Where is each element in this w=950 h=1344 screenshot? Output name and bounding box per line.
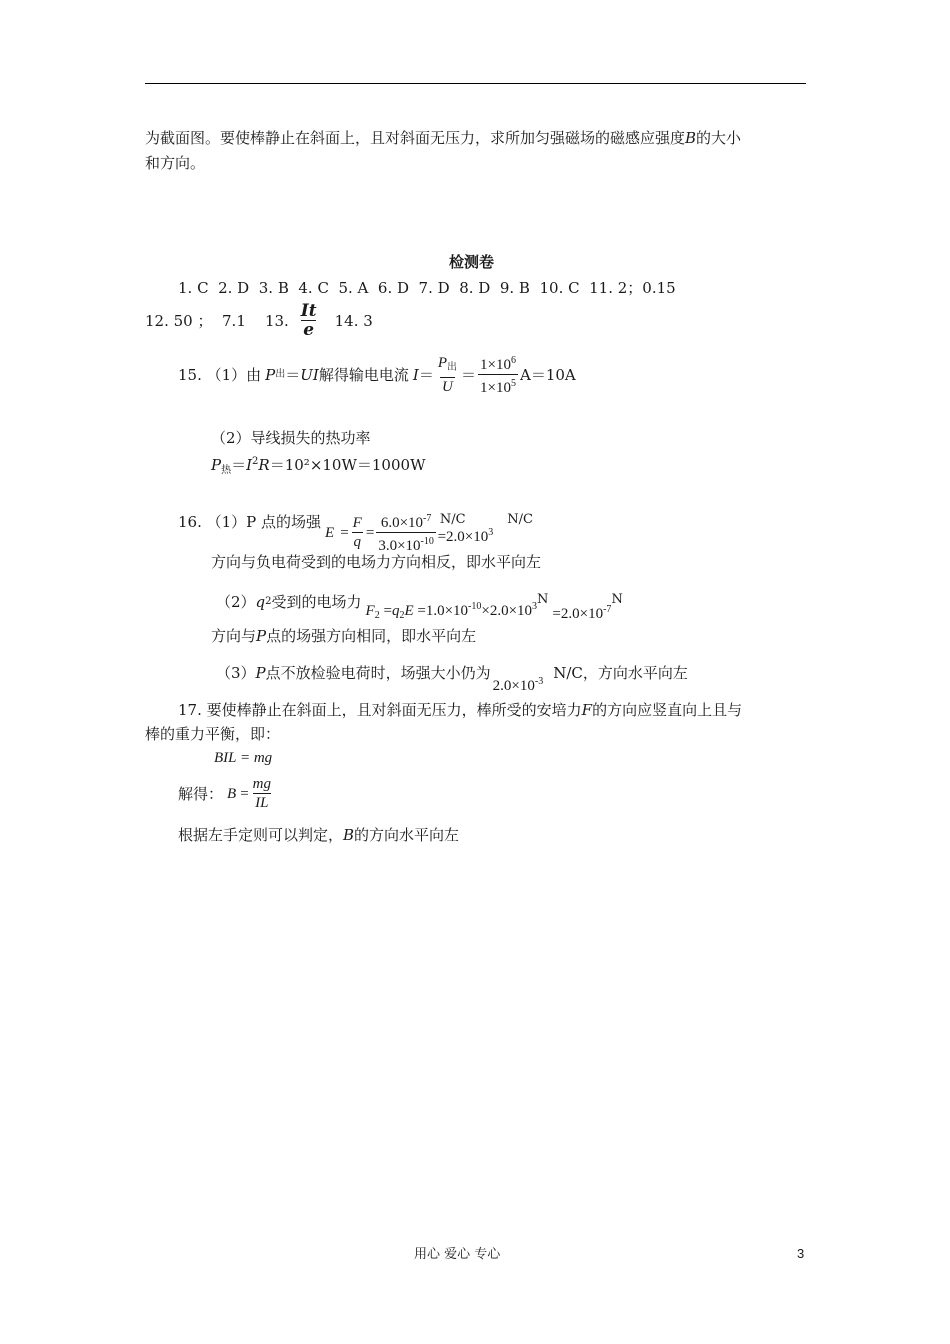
q17-num: mg [252,776,271,792]
q16-unit-2: N/C [507,511,533,527]
q17-conclusion [178,825,459,845]
q16-F2-res: =2.0×10 [552,605,604,622]
q17-den: IL [255,795,269,811]
q15-eq1: ＝ [285,365,301,384]
q17-text-a: 17. 要使棒静止在斜面上，且对斜面无压力，棒所受的安培力 [178,701,582,719]
q15-eq2: ＝ [418,365,434,384]
q15-line [178,352,576,397]
q13-numerator: It [300,301,317,321]
q15-fraction-1 [436,354,459,396]
intro-text-b: 的大小 [696,129,742,147]
q16-part2-line [216,577,623,626]
q16-part3-val: 2.0×10 [492,678,535,694]
q17-eq: = [240,785,249,802]
q16-F2-eq: = [383,603,392,619]
q15-UI: UI [300,365,319,384]
q15-part2: （2）导线损失的热功率 [211,429,371,447]
q15-text: 解得输电电流 [318,365,409,384]
q16-q2-sub: 2 [265,595,272,607]
q16-line-1 [178,488,533,555]
q17-solve-line [178,775,275,812]
q16-F2-mul-sup: 3 [532,601,538,612]
q15-frac2-den-sup: 5 [510,378,516,389]
q16-res: =2.0×10 [437,528,489,545]
q16-part3-unit: N/C，方向水平向左 [553,664,688,682]
q17-F: F [581,701,593,719]
q16-F2-res-sup: -7 [603,603,612,615]
q16-num: 6.0×10 [380,515,424,531]
q15-fraction-2 [478,352,518,397]
header-rule [145,83,806,84]
q16-part3-label: （3） [216,664,256,682]
q16-F2-N1: N [537,591,549,607]
q15-heat-R: R [258,456,270,474]
q15-result: A＝10A [519,365,576,384]
q17-line-1 [178,700,742,720]
q16-F2-result [552,600,611,624]
q15-heat-sup: 2 [252,456,259,467]
q15-frac1-num-sub: 出 [447,361,457,373]
q16-F2-N2: N [611,591,623,607]
q16-direction-2 [211,626,476,646]
q16-F2: F [365,603,375,619]
q17-concl-B: B [343,826,355,844]
q16-F2-q: q [391,603,400,619]
q16-dir2-a: 方向与 [211,627,257,645]
q16-label: 16. （1）P 点的场强 [178,512,322,531]
q16-F2-E: E [404,603,414,619]
q17-text-b: 的方向应竖直向上且与 [592,701,743,719]
q16-dir2-P: P [256,627,267,645]
q16-direction-1: 方向与负电荷受到的电场力方向相反，即水平向左 [211,553,542,571]
q17-line-2: 棒的重力平衡，即： [145,725,281,743]
q15-frac1-num: P [437,354,447,371]
q16-F2-sub: 2 [374,610,380,621]
q16-result [438,523,494,547]
q15-P: P [265,365,276,384]
q13-denominator: e [303,320,315,340]
answers-row-2 [145,302,373,339]
q17-concl-a: 根据左手定则可以判定， [178,826,344,844]
answers-row2-q14: 14. 3 [334,311,373,330]
q15-heat-sub: 热 [221,465,232,476]
q15-heat-eq: ＝ [231,456,247,474]
page-number: 3 [797,1246,805,1261]
q16-part2-text: 受到的电场力 [271,592,362,611]
q16-part3-P: P [255,664,266,682]
q17-B: B [227,785,237,802]
q15-I: I [412,365,419,384]
q16-part3-value [493,672,544,696]
q16-res-sup: 3 [488,526,494,538]
q15-label: 15. （1）由 [178,365,262,384]
q16-part3-line [216,650,688,696]
q17-equation-1: BIL = mg [214,750,273,766]
intro-line-1 [145,128,741,148]
intro-text-a: 为截面图。要使棒静止在斜面上，且对斜面无压力，求所加匀强磁场的磁感应强度 [145,129,686,147]
q15-heat-I: I [246,456,253,474]
q16-F2-expression [366,597,538,626]
q15-P-sub: 出 [275,368,286,380]
answers-row-1: 1. C 2. D 3. B 4. C 5. A 6. D 7. D 8. D 9. B 10. C 11. 2；0.15 [178,279,676,297]
intro-line-2: 和方向。 [145,154,206,172]
q16-den-sup: -10 [420,536,434,547]
q15-frac2-num: 1×10 [480,357,511,373]
footer-motto: 用心 爱心 专心 [414,1247,501,1262]
q15-frac2-num-sup: 6 [510,355,516,366]
q16-F2-mul: ×2.0×10 [481,603,533,619]
q15-frac2-den: 1×10 [480,380,511,396]
q15-eq3: ＝ [461,365,477,384]
intro-var-b: B [685,129,697,147]
q16-eq: = [340,524,349,541]
q15-heat-rest: ＝10²×10W＝1000W [269,456,426,474]
q16-F2-calc-sup: -10 [468,601,482,612]
q16-part2-label: （2） [216,592,256,611]
q16-F2-calc: =1.0×10 [417,603,469,619]
q16-den: 3.0×10 [378,538,421,554]
q16-value-fraction [376,510,436,555]
q16-q2: q [255,592,266,611]
q16-unit-1: N/C [439,511,466,527]
q17-fraction [251,775,273,812]
q16-q: q [353,534,361,550]
q16-dir2-b: 点的场强方向相同，即水平向左 [266,627,477,645]
q16-eq-2: = [365,524,375,541]
q16-part3-text: 点不放检验电荷时，场强大小仍为 [265,664,491,682]
q16-E: E [325,524,335,541]
q17-solve-label: 解得： [178,784,224,803]
section-title: 检测卷 [449,253,495,271]
q16-F-over-q [351,514,364,551]
q17-concl-b: 的方向水平向左 [354,826,460,844]
q15-heat-P: P [211,456,222,474]
q16-part3-sup: -3 [534,676,544,687]
q16-F2-q-sub: 2 [399,610,405,621]
q16-F: F [352,515,362,531]
answers-row2-text: 12. 50 ； 7.1 13. [145,311,289,330]
q15-frac1-den: U [441,378,453,395]
q16-num-sup: -7 [423,513,432,524]
q15-heat-line [211,452,425,481]
q13-fraction [299,302,319,339]
